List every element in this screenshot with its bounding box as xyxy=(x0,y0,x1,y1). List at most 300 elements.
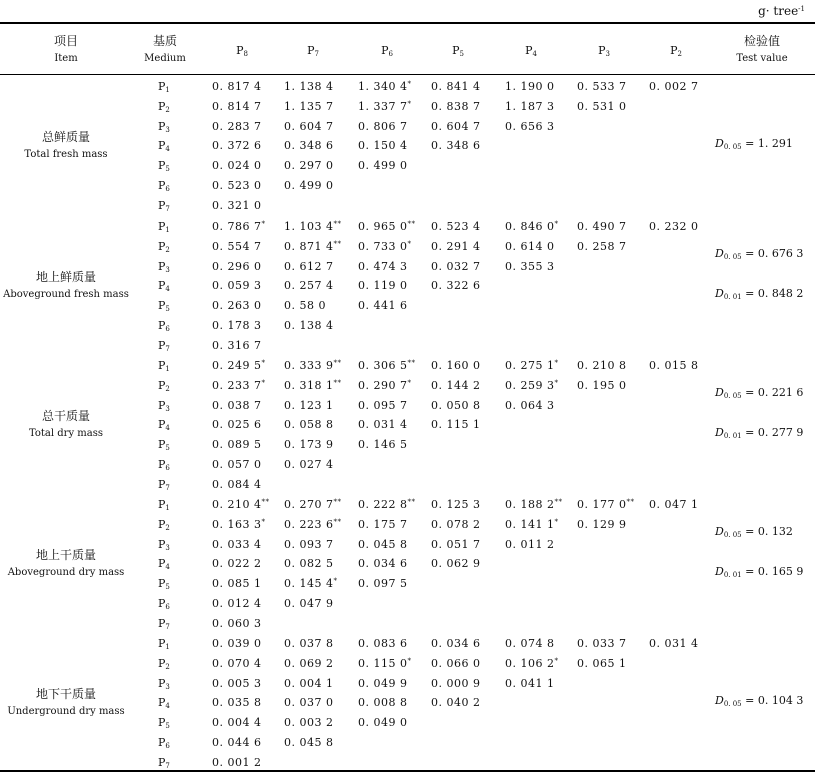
header-item-en: Item xyxy=(54,53,78,64)
significance-mark: * xyxy=(554,359,559,367)
medium-cell xyxy=(158,359,170,373)
value-cell xyxy=(284,736,333,749)
p-subscript: 3 xyxy=(165,682,170,691)
table-row xyxy=(0,476,815,496)
significance-mark: * xyxy=(261,359,266,367)
table-row xyxy=(0,675,815,695)
table-row xyxy=(0,137,815,157)
p-subscript: 4 xyxy=(165,285,170,294)
value-cell xyxy=(358,557,407,570)
value-cell xyxy=(431,279,480,292)
value-cell xyxy=(358,657,411,670)
value-text: 0. 188 2 xyxy=(505,498,555,511)
p-subscript: 5 xyxy=(165,305,170,314)
value-text: 1. 138 4 xyxy=(284,80,334,93)
header-col-label xyxy=(525,44,537,57)
table-row xyxy=(0,177,815,197)
value-cell xyxy=(431,418,480,431)
header-col-label xyxy=(236,44,248,57)
medium-label xyxy=(158,299,170,312)
p-subscript: 3 xyxy=(165,404,170,413)
group-name-cn: 地上鲜质量 xyxy=(35,270,96,285)
test-value xyxy=(715,386,803,400)
p-letter: P xyxy=(598,44,606,57)
test-number: = 0. 221 6 xyxy=(741,386,804,400)
value-cell xyxy=(358,677,407,690)
value-text: 0. 817 4 xyxy=(212,80,262,93)
p-letter: P xyxy=(158,220,166,233)
p-letter: P xyxy=(158,279,166,293)
p-letter: P xyxy=(158,736,166,749)
test-level: 0. 01 xyxy=(723,432,742,441)
medium-label xyxy=(158,657,170,670)
medium-cell xyxy=(158,736,170,750)
medium-label xyxy=(158,80,170,93)
medium-cell xyxy=(158,677,170,691)
table-row xyxy=(0,337,815,357)
medium-label xyxy=(158,359,170,372)
value-cell xyxy=(358,538,407,551)
p-subscript: 2 xyxy=(165,384,170,393)
table-row xyxy=(0,555,815,575)
p-letter: P xyxy=(158,378,166,392)
value-cell xyxy=(284,498,341,511)
value-cell xyxy=(358,379,411,392)
value-text: 0. 119 0 xyxy=(358,279,408,293)
test-number: = 0. 165 9 xyxy=(741,565,804,579)
header-item-cn: 项目 xyxy=(53,34,78,48)
table-row xyxy=(0,714,815,734)
unit-exponent: -1 xyxy=(798,5,805,13)
value-text: 0. 034 6 xyxy=(358,557,408,571)
value-text: 0. 097 5 xyxy=(358,577,408,591)
value-cell xyxy=(284,159,333,172)
group-name-en: Underground dry mass xyxy=(7,706,125,718)
medium-cell xyxy=(158,577,170,591)
test-symbol: D xyxy=(715,525,724,539)
value-text: 0. 065 1 xyxy=(577,656,627,670)
test-level: 0. 05 xyxy=(723,392,742,401)
significance-mark: * xyxy=(407,99,412,108)
value-cell xyxy=(358,159,407,172)
significance-mark: ** xyxy=(261,498,270,506)
table-row xyxy=(0,157,815,177)
table-row xyxy=(0,197,815,217)
p-subscript: 1 xyxy=(165,643,170,651)
medium-label xyxy=(158,279,170,292)
table-row xyxy=(0,496,815,516)
value-cell xyxy=(358,279,407,292)
value-cell xyxy=(577,498,634,511)
value-text: 0. 005 3 xyxy=(212,676,262,690)
value-text: 0. 031 4 xyxy=(358,418,408,432)
header-col-label xyxy=(307,44,319,57)
p-letter: P xyxy=(158,259,166,273)
value-text: 0. 041 1 xyxy=(505,676,555,690)
medium-cell xyxy=(158,418,170,432)
p-letter: P xyxy=(158,179,166,192)
unit-text: g· tree xyxy=(758,4,799,18)
p-letter: P xyxy=(525,44,533,57)
test-level: 0. 05 xyxy=(723,143,742,152)
value-cell xyxy=(212,617,261,630)
value-cell xyxy=(649,359,698,372)
p-letter: P xyxy=(158,198,166,212)
table-group xyxy=(0,496,815,635)
value-text: 0. 297 0 xyxy=(284,159,334,173)
value-cell xyxy=(284,379,341,392)
p-letter: P xyxy=(158,755,166,769)
value-text: 1. 103 4 xyxy=(284,220,334,233)
test-symbol: D xyxy=(715,565,724,579)
significance-mark: * xyxy=(407,378,412,387)
p-subscript: 2 xyxy=(165,245,170,254)
value-text: 0. 039 0 xyxy=(212,637,262,650)
value-cell xyxy=(431,557,480,570)
table-row xyxy=(0,416,815,436)
test-number: = 0. 132 xyxy=(741,525,793,539)
significance-mark: * xyxy=(261,517,266,526)
p-letter: P xyxy=(158,338,166,352)
medium-label xyxy=(158,199,170,212)
value-cell xyxy=(212,736,261,749)
medium-label xyxy=(158,339,170,352)
value-text: 0. 283 7 xyxy=(212,119,262,133)
value-text: 0. 047 9 xyxy=(284,597,334,610)
value-text: 0. 249 5 xyxy=(212,359,262,372)
value-cell xyxy=(505,120,554,133)
value-text: 0. 003 2 xyxy=(284,716,334,730)
p-subscript: 6 xyxy=(165,185,170,193)
table-group xyxy=(0,357,815,496)
medium-label xyxy=(158,100,170,113)
value-text: 1. 187 3 xyxy=(505,99,555,113)
value-cell xyxy=(577,637,626,650)
test-value xyxy=(715,426,803,440)
value-cell xyxy=(212,438,261,451)
value-text: 0. 291 4 xyxy=(431,239,481,253)
value-cell xyxy=(284,139,333,152)
table-row xyxy=(0,78,815,98)
value-text: 0. 059 3 xyxy=(212,279,262,293)
table-row xyxy=(0,595,815,615)
value-cell xyxy=(358,359,415,372)
value-text: 0. 348 6 xyxy=(431,139,481,153)
p-letter: P xyxy=(158,676,166,690)
value-text: 0. 150 4 xyxy=(358,139,408,153)
table-row xyxy=(0,238,815,261)
value-cell xyxy=(284,677,333,690)
value-cell xyxy=(505,538,554,551)
value-cell xyxy=(212,339,261,352)
significance-mark: ** xyxy=(554,498,563,506)
value-cell xyxy=(358,577,407,590)
header-col-p6 xyxy=(367,44,407,58)
value-text: 0. 474 3 xyxy=(358,259,408,273)
medium-label xyxy=(158,438,170,451)
p-subscript: 7 xyxy=(165,344,170,353)
value-cell xyxy=(431,100,480,113)
test-value xyxy=(715,137,793,151)
medium-label xyxy=(158,319,170,332)
value-cell xyxy=(505,100,554,113)
value-text: 0. 222 8 xyxy=(358,498,408,511)
p-letter: P xyxy=(158,159,166,173)
value-cell xyxy=(212,359,265,372)
p-subscript: 3 xyxy=(165,543,170,552)
value-cell xyxy=(431,498,480,511)
header-test-cn: 检验值 xyxy=(743,34,780,48)
group-name-cn: 总干质量 xyxy=(41,409,90,424)
value-text: 0. 034 6 xyxy=(431,637,481,650)
medium-label xyxy=(158,418,170,431)
value-cell xyxy=(284,577,337,590)
value-cell xyxy=(505,677,554,690)
p-subscript: 6 xyxy=(165,742,170,750)
value-cell xyxy=(431,139,480,152)
value-text: 0. 306 5 xyxy=(358,359,408,372)
table-row xyxy=(0,277,815,297)
value-cell xyxy=(358,260,407,273)
value-cell xyxy=(212,159,261,172)
p-letter: P xyxy=(381,44,389,57)
significance-mark: * xyxy=(554,656,559,665)
value-cell xyxy=(212,538,261,551)
medium-label xyxy=(158,159,170,172)
value-text: 0. 290 7 xyxy=(358,378,408,392)
value-cell xyxy=(284,80,333,93)
value-text: 0. 258 7 xyxy=(577,239,627,253)
significance-mark: * xyxy=(261,220,266,228)
p-letter: P xyxy=(158,139,166,153)
value-cell xyxy=(212,279,261,292)
test-value xyxy=(715,247,803,261)
medium-label xyxy=(158,379,170,392)
medium-cell xyxy=(158,478,170,492)
value-text: 0. 125 3 xyxy=(431,498,481,511)
medium-cell xyxy=(158,498,170,512)
value-cell xyxy=(577,220,626,233)
value-text: 0. 084 4 xyxy=(212,477,262,491)
medium-cell xyxy=(158,80,170,94)
p-letter: P xyxy=(158,477,166,491)
p-letter: P xyxy=(452,44,460,57)
value-cell xyxy=(649,498,698,511)
header-col-p3 xyxy=(584,44,624,58)
value-cell xyxy=(212,458,261,471)
value-cell xyxy=(505,379,558,392)
p-letter: P xyxy=(158,597,166,610)
value-cell xyxy=(212,677,261,690)
value-cell xyxy=(505,220,558,233)
p-subscript: 5 xyxy=(165,583,170,592)
value-cell xyxy=(212,696,261,709)
significance-mark: * xyxy=(333,577,338,586)
medium-label xyxy=(158,637,170,650)
significance-mark: * xyxy=(407,656,412,665)
table-row xyxy=(0,694,815,714)
table-group xyxy=(0,218,815,357)
medium-label xyxy=(158,538,170,551)
group-name-cn: 地下干质量 xyxy=(35,687,96,702)
test-number: = 0. 848 2 xyxy=(741,287,804,301)
test-level: 0. 05 xyxy=(723,531,742,540)
value-text: 0. 045 8 xyxy=(284,736,334,749)
value-text: 0. 814 7 xyxy=(212,99,262,113)
p-letter: P xyxy=(158,239,166,253)
p-letter: P xyxy=(307,44,315,57)
value-cell xyxy=(212,199,261,212)
p-subscript: 2 xyxy=(165,523,170,532)
p-letter: P xyxy=(158,458,166,471)
medium-label xyxy=(158,518,170,531)
p-subscript: 7 xyxy=(165,204,170,213)
value-cell xyxy=(212,756,261,769)
value-cell xyxy=(284,240,341,253)
p-letter: P xyxy=(158,319,166,332)
value-cell xyxy=(284,458,333,471)
medium-label xyxy=(158,557,170,570)
value-cell xyxy=(431,399,480,412)
test-level: 0. 01 xyxy=(723,293,742,302)
table-row xyxy=(0,258,815,278)
value-text: 0. 58 0 xyxy=(284,299,326,313)
header-medium-cn: 基质 xyxy=(152,34,177,48)
value-cell xyxy=(284,438,333,451)
medium-label xyxy=(158,179,170,192)
value-text: 0. 656 3 xyxy=(505,119,555,133)
significance-mark: * xyxy=(261,378,266,387)
table-row xyxy=(0,456,815,476)
table-row xyxy=(0,615,815,635)
medium-label xyxy=(158,139,170,152)
significance-mark: ** xyxy=(407,498,416,506)
value-text: 0. 085 1 xyxy=(212,577,262,591)
medium-label xyxy=(158,240,170,253)
value-text: 0. 060 3 xyxy=(212,616,262,630)
value-cell xyxy=(212,657,261,670)
value-text: 0. 175 7 xyxy=(358,517,408,531)
value-text: 0. 355 3 xyxy=(505,259,555,273)
value-cell xyxy=(212,120,261,133)
value-cell xyxy=(212,80,261,93)
value-text: 0. 044 6 xyxy=(212,736,262,749)
test-value xyxy=(715,694,803,708)
value-text: 0. 259 3 xyxy=(505,378,555,392)
value-cell xyxy=(284,179,333,192)
medium-cell xyxy=(158,756,170,770)
p-subscript: 3 xyxy=(605,50,610,58)
value-cell xyxy=(577,359,626,372)
value-text: 0. 177 0 xyxy=(577,498,627,511)
test-value xyxy=(715,565,803,579)
p-subscript: 1 xyxy=(165,504,170,512)
value-text: 0. 057 0 xyxy=(212,458,262,471)
medium-cell xyxy=(158,399,170,413)
value-text: 0. 129 9 xyxy=(577,517,627,531)
value-cell xyxy=(358,240,411,253)
value-text: 0. 078 2 xyxy=(431,517,481,531)
value-text: 0. 138 4 xyxy=(284,319,334,332)
p-letter: P xyxy=(158,99,166,113)
value-cell xyxy=(431,240,480,253)
value-cell xyxy=(649,637,698,650)
value-cell xyxy=(212,557,261,570)
significance-mark: ** xyxy=(333,517,342,526)
value-cell xyxy=(284,696,333,709)
p-subscript: 8 xyxy=(243,50,248,58)
test-symbol: D xyxy=(715,426,724,440)
value-text: 0. 195 0 xyxy=(577,378,627,392)
p-letter: P xyxy=(158,498,166,511)
value-cell xyxy=(505,518,558,531)
value-text: 0. 115 0 xyxy=(358,656,408,670)
significance-mark: ** xyxy=(333,359,342,367)
header-col-label xyxy=(598,44,610,57)
value-text: 0. 210 4 xyxy=(212,498,262,511)
test-symbol: D xyxy=(715,694,724,708)
value-text: 0. 012 4 xyxy=(212,597,262,610)
table-row xyxy=(0,357,815,377)
value-text: 0. 050 8 xyxy=(431,398,481,412)
value-text: 0. 033 7 xyxy=(577,637,627,650)
value-text: 0. 093 7 xyxy=(284,537,334,551)
p-subscript: 2 xyxy=(677,50,682,58)
header-col-p4 xyxy=(511,44,551,58)
value-cell xyxy=(212,518,265,531)
value-cell xyxy=(358,299,407,312)
p-subscript: 6 xyxy=(165,603,170,611)
significance-mark: ** xyxy=(333,239,342,248)
value-text: 0. 031 4 xyxy=(649,637,699,650)
value-text: 0. 257 4 xyxy=(284,279,334,293)
medium-cell xyxy=(158,637,170,651)
medium-label xyxy=(158,736,170,749)
value-text: 0. 064 3 xyxy=(505,398,555,412)
value-cell xyxy=(577,80,626,93)
p-letter: P xyxy=(158,359,166,372)
value-text: 0. 037 8 xyxy=(284,637,334,650)
significance-mark: ** xyxy=(333,498,342,506)
value-text: 0. 083 6 xyxy=(358,637,408,650)
p-letter: P xyxy=(158,517,166,531)
value-text: 1. 190 0 xyxy=(505,80,555,93)
value-text: 0. 035 8 xyxy=(212,696,262,710)
table-row xyxy=(0,754,815,774)
value-text: 0. 123 1 xyxy=(284,398,334,412)
value-cell xyxy=(212,577,261,590)
value-cell xyxy=(358,498,415,511)
value-cell xyxy=(284,220,341,233)
medium-cell xyxy=(158,696,170,710)
value-cell xyxy=(431,359,480,372)
medium-cell xyxy=(158,139,170,153)
value-text: 0. 523 4 xyxy=(431,220,481,233)
value-cell xyxy=(284,557,333,570)
value-cell xyxy=(505,657,558,670)
medium-cell xyxy=(158,339,170,353)
value-cell xyxy=(358,220,415,233)
p-subscript: 1 xyxy=(165,226,170,234)
p-letter: P xyxy=(158,716,166,730)
value-cell xyxy=(431,677,480,690)
value-text: 0. 263 0 xyxy=(212,299,262,313)
value-cell xyxy=(649,80,698,93)
value-text: 0. 533 7 xyxy=(577,80,627,93)
p-subscript: 4 xyxy=(165,702,170,711)
p-subscript: 2 xyxy=(165,662,170,671)
value-cell xyxy=(212,399,261,412)
